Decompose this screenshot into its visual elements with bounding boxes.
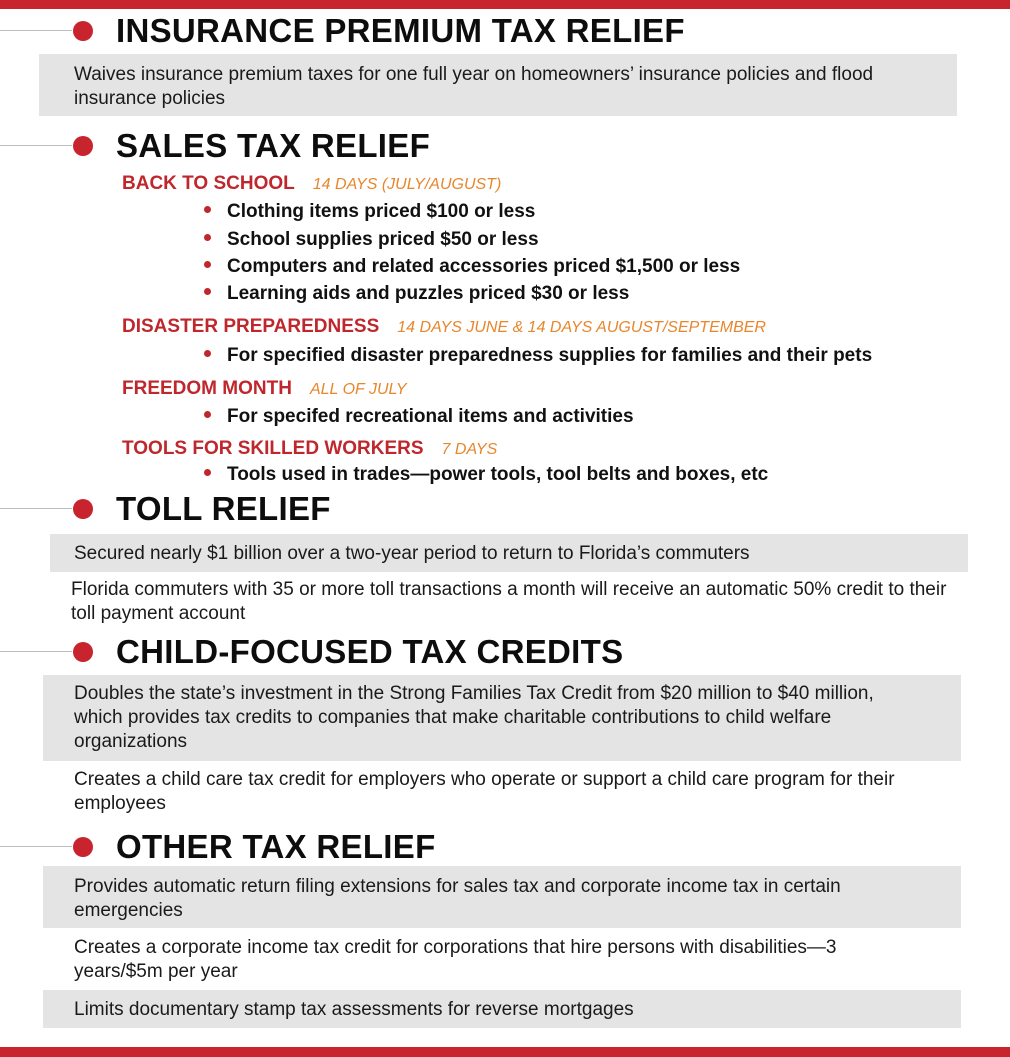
list-item-text: For specifed recreational items and activities <box>227 406 634 427</box>
info-box: Provides automatic return filing extensions for sales tax and corporate income tax in certain emergencies <box>43 866 961 928</box>
subsection-back-to-school <box>122 172 501 197</box>
bullet-dot-icon <box>204 206 211 213</box>
info-box: Secured nearly $1 billion over a two-year period to return to Florida’s commuters <box>50 534 968 572</box>
section-bullet-icon <box>73 837 93 857</box>
info-box: Florida commuters with 35 or more toll transactions a month will receive an automatic 50% credit to their toll payment account <box>71 579 947 624</box>
list-item <box>204 200 535 224</box>
subsection-tools-for-skilled-workers <box>122 437 497 462</box>
bullet-dot-icon <box>204 350 211 357</box>
bullet-dot-icon <box>204 261 211 268</box>
info-box: Limits documentary stamp tax assessments for reverse mortgages <box>43 990 961 1028</box>
subsection-note: ALL OF JULY <box>309 381 407 398</box>
section-bullet-icon <box>73 21 93 41</box>
section-title: CHILD-FOCUSED TAX CREDITS <box>116 633 624 670</box>
subsection-label: FREEDOM MONTH <box>122 378 292 399</box>
section-header-other-tax-relief <box>0 827 1010 867</box>
bullet-dot-icon <box>204 469 211 476</box>
bullet-dot-icon <box>204 288 211 295</box>
subsection-note: 14 DAYS (JULY/AUGUST) <box>312 176 502 193</box>
subsection-label: TOOLS FOR SKILLED WORKERS <box>122 438 424 459</box>
list-item-text: Computers and related accessories priced $1,500 or less <box>227 256 741 277</box>
section-title: TOLL RELIEF <box>116 490 331 527</box>
subsection-disaster-preparedness <box>122 315 766 340</box>
bullet-dot-icon <box>204 234 211 241</box>
connector-line <box>0 145 72 146</box>
connector-line <box>0 846 72 847</box>
list-item <box>204 405 634 429</box>
subsection-note: 14 DAYS JUNE & 14 DAYS AUGUST/SEPTEMBER <box>397 319 766 336</box>
info-box: Creates a child care tax credit for employers who operate or support a child care program for their employees <box>74 769 895 814</box>
info-box: Creates a corporate income tax credit for corporations that hire persons with disabilities—3 years/$5m per year <box>74 937 837 982</box>
list-item-text: For specified disaster preparedness supplies for families and their pets <box>227 345 873 366</box>
section-header-child-focused <box>0 632 1010 672</box>
section-bullet-icon <box>73 136 93 156</box>
list-item-text: Tools used in trades—power tools, tool belts and boxes, etc <box>227 464 769 485</box>
section-title: OTHER TAX RELIEF <box>116 828 436 865</box>
list-item <box>204 344 872 368</box>
section-header-sales-tax <box>0 126 1010 166</box>
list-item-text: School supplies priced $50 or less <box>227 229 539 250</box>
bottom-accent-bar <box>0 1047 1010 1057</box>
info-box: Doubles the state’s investment in the Strong Families Tax Credit from $20 million to $40 million, which provides tax credits to companies that make charitable contributions to child welfare organizations <box>43 675 961 761</box>
list-item-text: Learning aids and puzzles priced $30 or less <box>227 283 630 304</box>
subsection-freedom-month <box>122 377 407 402</box>
section-bullet-icon <box>73 642 93 662</box>
connector-line <box>0 508 72 509</box>
subsection-label: BACK TO SCHOOL <box>122 173 295 194</box>
list-item <box>204 282 629 306</box>
section-bullet-icon <box>73 499 93 519</box>
subsection-note: 7 DAYS <box>441 441 498 458</box>
section-title: SALES TAX RELIEF <box>116 127 431 164</box>
connector-line <box>0 651 72 652</box>
bullet-dot-icon <box>204 411 211 418</box>
section-header-insurance <box>0 11 1010 51</box>
list-item-text: Clothing items priced $100 or less <box>227 201 536 222</box>
section-title: INSURANCE PREMIUM TAX RELIEF <box>116 12 685 49</box>
list-item <box>204 463 768 487</box>
section-header-toll-relief <box>0 489 1010 529</box>
info-box: Waives insurance premium taxes for one full year on homeowners’ insurance policies and flood insurance policies <box>39 54 957 116</box>
connector-line <box>0 30 72 31</box>
list-item <box>204 228 539 252</box>
subsection-label: DISASTER PREPAREDNESS <box>122 316 380 337</box>
list-item <box>204 255 740 279</box>
top-accent-bar <box>0 0 1010 9</box>
